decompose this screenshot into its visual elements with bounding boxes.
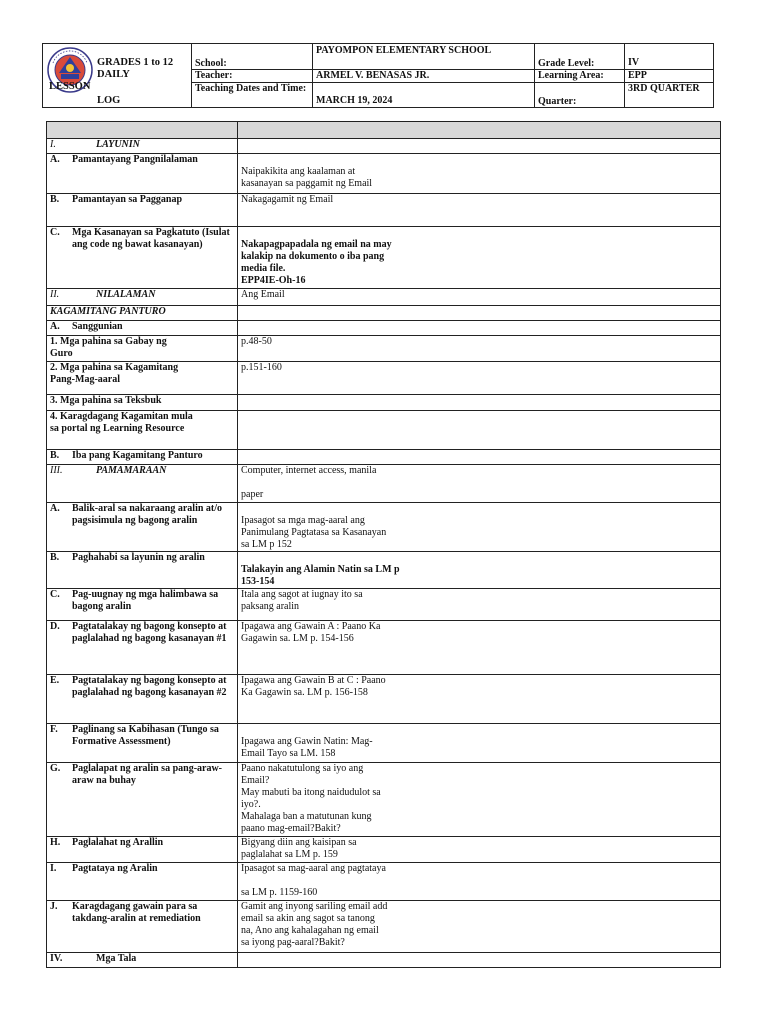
row-key: G. bbox=[50, 763, 61, 774]
row-label: 4. Karagdagang Kagamitan mula sa portal ng Learning Resource bbox=[50, 411, 193, 434]
table-row bbox=[47, 763, 721, 837]
table-row bbox=[47, 139, 721, 154]
row-label: Paglalahat ng Arallin bbox=[72, 837, 164, 848]
section-number: III. bbox=[50, 465, 63, 476]
row-label: 2. Mga pahina sa Kagamitang Pang-Mag-aaral bbox=[50, 362, 179, 385]
row-key: I. bbox=[50, 863, 57, 874]
school-value: PAYOMPON ELEMENTARY SCHOOL bbox=[316, 45, 492, 56]
row-key: B. bbox=[50, 450, 60, 461]
row-value: Ipasagot sa mag-aaral ang pagtataya sa LM p. 1159-160 bbox=[241, 863, 386, 898]
teacher-label: Teacher: bbox=[195, 70, 233, 81]
table-row bbox=[47, 362, 721, 395]
table-row bbox=[47, 837, 721, 863]
lesson-log-table bbox=[46, 121, 721, 968]
row-value: Talakayin ang Alamin Natin sa LM p 153-154 bbox=[241, 564, 400, 587]
log-text: LOG bbox=[97, 95, 121, 106]
section-title: Mga Tala bbox=[96, 953, 137, 964]
row-label: Balik-aral sa nakaraang aralin at/o pagsisimula ng bagong aralin bbox=[72, 503, 223, 526]
row-label: Pagtatalakay ng bagong konsepto at paglalahad ng bagong kasanayan #2 bbox=[72, 675, 227, 698]
header-table bbox=[42, 43, 714, 108]
row-value: Ipasagot sa mga mag-aaral ang Panimulang Pagtatasa sa Kasanayan sa LM p 152 bbox=[241, 515, 387, 550]
table-row bbox=[47, 336, 721, 362]
row-label: Pamantayan sa Pagganap bbox=[72, 194, 183, 205]
grades-text: GRADES 1 to 12 bbox=[97, 57, 174, 68]
section-title: PAMAMARAAN bbox=[96, 465, 167, 476]
row-label: Pag-uugnay ng mga halimbawa sa bagong aralin bbox=[72, 589, 219, 612]
row-label: Iba pang Kagamitang Panturo bbox=[72, 450, 203, 461]
table-row bbox=[47, 901, 721, 953]
row-value: Nakapagpapadala ng email na may kalakip na dokumento o iba pang media file. EPP4IE-Oh-16 bbox=[241, 239, 392, 286]
row-key: H. bbox=[50, 837, 61, 848]
row-value: Paano nakatutulong sa iyo ang Email? May mabuti ba itong naidudulot sa iyo?. Mahalaga ban a matutunan kung paano mag-email?Bakit? bbox=[241, 763, 381, 834]
row-label: Sanggunian bbox=[72, 321, 123, 332]
table-row bbox=[47, 621, 721, 675]
table-row bbox=[47, 863, 721, 901]
table-row bbox=[47, 227, 721, 289]
table-row bbox=[47, 552, 721, 589]
row-key: B. bbox=[50, 552, 60, 563]
learning-area-value: EPP bbox=[628, 70, 647, 81]
row-key: A. bbox=[50, 321, 60, 332]
section-number: I. bbox=[50, 139, 56, 150]
row-label: Paglalapat ng aralin sa pang-araw-araw na buhay bbox=[72, 763, 223, 786]
row-value: Ipagawa ang Gawin Natin: Mag- Email Tayo sa LM. 158 bbox=[241, 736, 373, 759]
row-key: C. bbox=[50, 227, 60, 238]
table-row bbox=[47, 675, 721, 724]
table-row bbox=[47, 306, 721, 321]
table-row bbox=[47, 411, 721, 450]
section-title: NILALAMAN bbox=[96, 289, 156, 300]
table-row bbox=[47, 953, 721, 968]
table-row bbox=[47, 589, 721, 621]
row-value: p.151-160 bbox=[241, 362, 282, 373]
row-value: Naipakikita ang kaalaman at kasanayan sa paggamit ng Email bbox=[241, 166, 373, 189]
table-row bbox=[47, 465, 721, 503]
row-key: A. bbox=[50, 154, 60, 165]
row-value: Gamit ang inyong sariling email add email sa akin ang sagot sa tanong na, Ano ang kahalagahan ng email sa iyong pag-aaral?Bakit? bbox=[241, 901, 388, 948]
table-row bbox=[47, 503, 721, 552]
row-label: 1. Mga pahina sa Gabay ng Guro bbox=[50, 336, 167, 359]
row-label: Paghahabi sa layunin ng aralin bbox=[72, 552, 205, 563]
row-value: p.48-50 bbox=[241, 336, 272, 347]
row-label: Pagtataya ng Aralin bbox=[72, 863, 158, 874]
section-number: IV. bbox=[50, 953, 63, 964]
row-label: Paglinang sa Kabihasan (Tungo sa Formative Assessment) bbox=[72, 724, 219, 747]
row-key: A. bbox=[50, 503, 60, 514]
daily-text: DAILY bbox=[97, 69, 130, 80]
table-row bbox=[47, 450, 721, 465]
row-key: C. bbox=[50, 589, 60, 600]
row-label: 3. Mga pahina sa Teksbuk bbox=[50, 395, 162, 406]
section-title: KAGAMITANG PANTURO bbox=[50, 306, 166, 317]
lesson-text: LESSON bbox=[49, 81, 91, 92]
row-key: F. bbox=[50, 724, 58, 735]
table-row bbox=[47, 154, 721, 194]
row-key: D. bbox=[50, 621, 60, 632]
row-value: Bigyang diin ang kaisipan sa paglalahat sa LM p. 159 bbox=[241, 837, 357, 860]
table-row bbox=[47, 724, 721, 763]
school-label: School: bbox=[195, 58, 227, 69]
row-value: Nakagagamit ng Email bbox=[241, 194, 334, 205]
row-key: E. bbox=[50, 675, 60, 686]
section-title: LAYUNIN bbox=[96, 139, 140, 150]
row-label: Pagtatalakay ng bagong konsepto at paglalahad ng bagong kasanayan #1 bbox=[72, 621, 227, 644]
dates-label: Teaching Dates and Time: bbox=[195, 83, 307, 94]
row-value: Ipagawa ang Gawain A : Paano Ka Gagawin sa. LM p. 154-156 bbox=[241, 621, 381, 644]
row-label: Mga Kasanayan sa Pagkatuto (Isulat ang code ng bawat kasanayan) bbox=[72, 227, 230, 250]
grade-level-label: Grade Level: bbox=[538, 58, 595, 69]
table-row bbox=[47, 289, 721, 306]
row-label: Pamantayang Pangnilalaman bbox=[72, 154, 198, 165]
table-header-row bbox=[47, 122, 721, 139]
grade-level-value: IV bbox=[628, 57, 640, 68]
quarter-value: 3RD QUARTER bbox=[628, 83, 700, 94]
row-value: Ipagawa ang Gawain B at C : Paano Ka Gagawin sa. LM p. 156-158 bbox=[241, 675, 386, 698]
row-key: B. bbox=[50, 194, 60, 205]
row-label: Karagdagang gawain para sa takdang-aralin at remediation bbox=[72, 901, 201, 924]
learning-area-label: Learning Area: bbox=[538, 70, 604, 81]
row-value: Ang Email bbox=[241, 289, 285, 300]
dates-value: MARCH 19, 2024 bbox=[316, 95, 393, 106]
table-row bbox=[47, 194, 721, 227]
row-key: J. bbox=[50, 901, 58, 912]
row-value: Itala ang sagot at iugnay ito sa paksang aralin bbox=[241, 589, 363, 612]
teacher-value: ARMEL V. BENASAS JR. bbox=[316, 70, 430, 81]
quarter-label: Quarter: bbox=[538, 96, 577, 107]
section-number: II. bbox=[50, 289, 60, 300]
row-value: Computer, internet access, manila paper bbox=[241, 465, 377, 500]
table-row bbox=[47, 321, 721, 336]
table-row bbox=[47, 395, 721, 411]
